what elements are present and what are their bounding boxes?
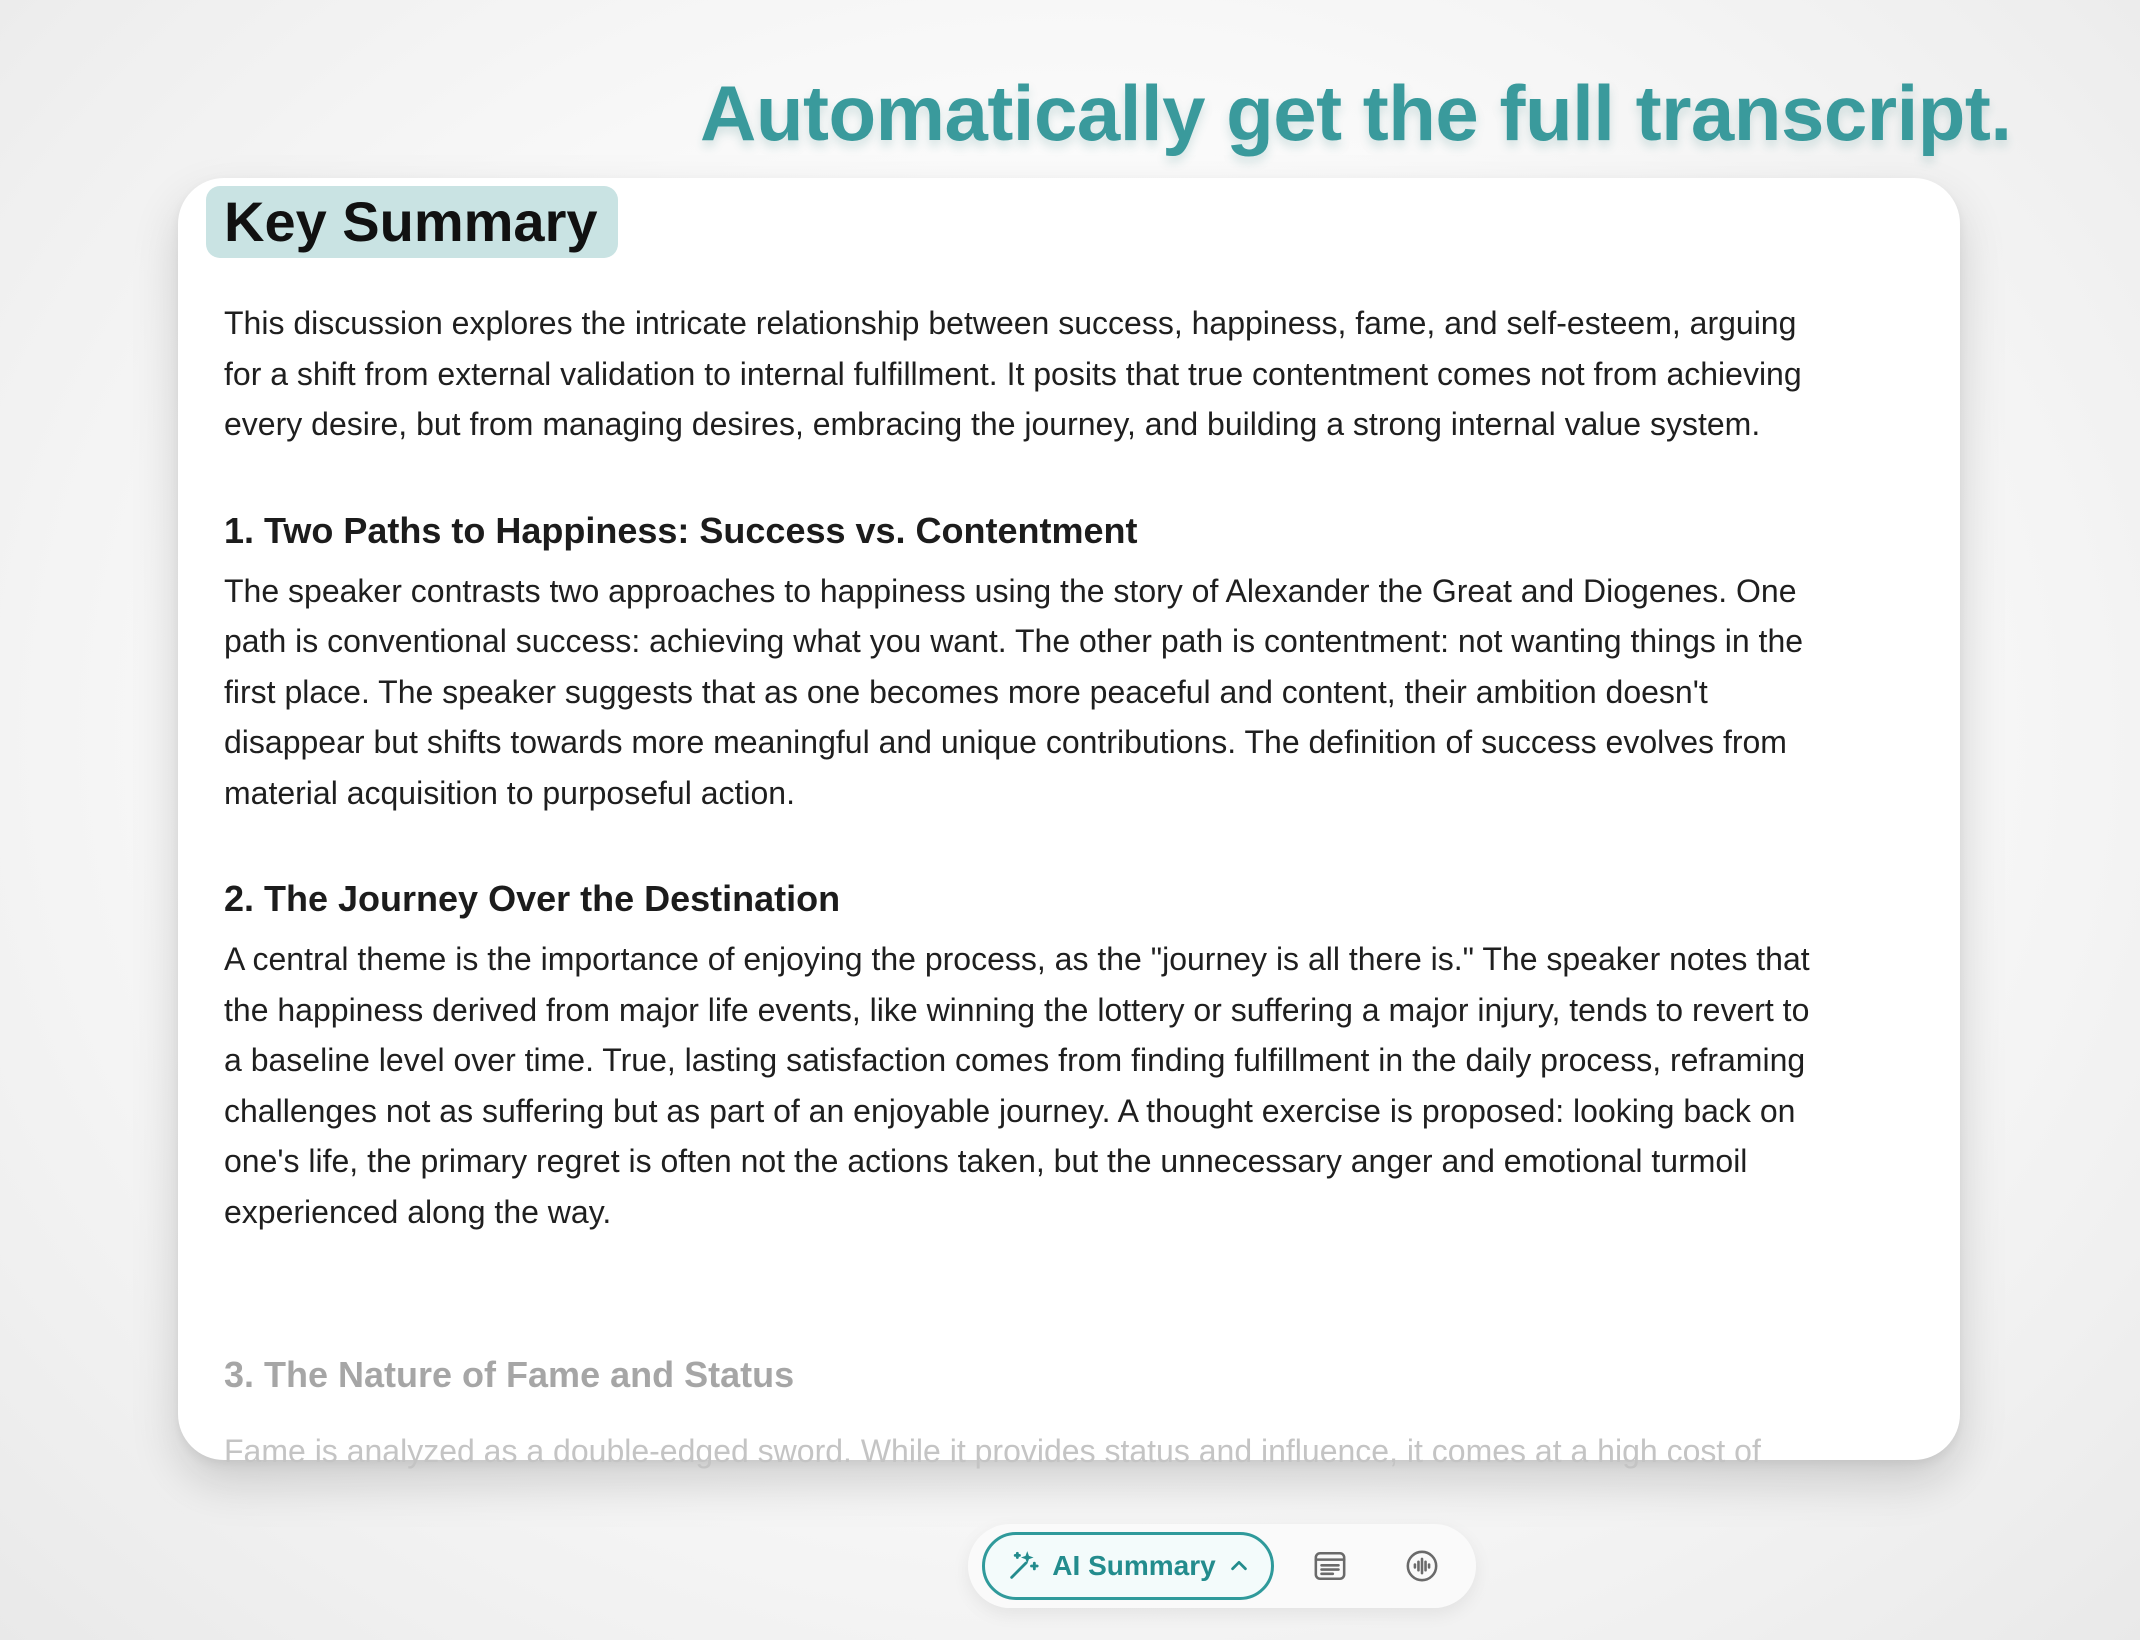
section-1-title: 1. Two Paths to Happiness: Success vs. Contentment <box>224 509 1138 551</box>
chevron-up-icon <box>1228 1555 1250 1577</box>
ai-summary-label: AI Summary <box>1052 1550 1216 1581</box>
section-2-body: A central theme is the importance of enjoying the process, as the "journey is all there is." The speaker notes that the happiness derived from major life events, like winning the lottery or suffering a major injury, tends to revert to a baseline level over time. True, lasting satisfaction comes from finding fulfillment in the daily process, reframing challenges not as suffering but as part of an enjoyable journey. A thought exercise is proposed: looking back on one's life, the primary regret is often not the actions taken, but the unnecessary anger and emotional turmoil experienced along the way. <box>224 941 1810 1230</box>
headline: Automatically get the full transcript. <box>700 69 2012 157</box>
section-2-title: 2. The Journey Over the Destination <box>224 878 841 919</box>
bottom-toolbar <box>968 1524 1476 1608</box>
section-1-body: The speaker contrasts two approaches to happiness using the story of Alexander the Great and Diogenes. One path is conventional success: achieving what you want. The other path is contentment: not wanting things in the first place. The speaker suggests that as one becomes more peaceful and content, their ambition doesn't disappear but shifts towards more meaningful and unique contributions. The definition of success evolves from material acquisition to purposeful action. <box>224 572 1804 811</box>
transcript-icon[interactable] <box>1306 1542 1354 1590</box>
summary-card <box>178 178 1960 1581</box>
key-summary-title: Key Summary <box>206 186 618 258</box>
section-3-body: Fame is analyzed as a double-edged sword. While it provides status and influence, it comes at a high cost of <box>224 1433 1761 1469</box>
audio-waveform-icon[interactable] <box>1398 1542 1446 1590</box>
section-3 <box>224 1350 1824 1400</box>
magic-wand-icon <box>1006 1549 1040 1583</box>
intro-paragraph: This discussion explores the intricate relationship between success, happiness, fame, and self-esteem, arguing for a shift from external validation to internal fulfillment. It posits that true contentment comes not from achieving every desire, but from managing desires, embracing the journey, and building a strong internal value system. <box>224 305 1802 442</box>
section-3-clip <box>224 1426 1924 1469</box>
section-3-title: 3. The Nature of Fame and Status <box>224 1354 795 1395</box>
summary-content <box>224 298 1824 1237</box>
ai-summary-button[interactable] <box>982 1532 1274 1600</box>
